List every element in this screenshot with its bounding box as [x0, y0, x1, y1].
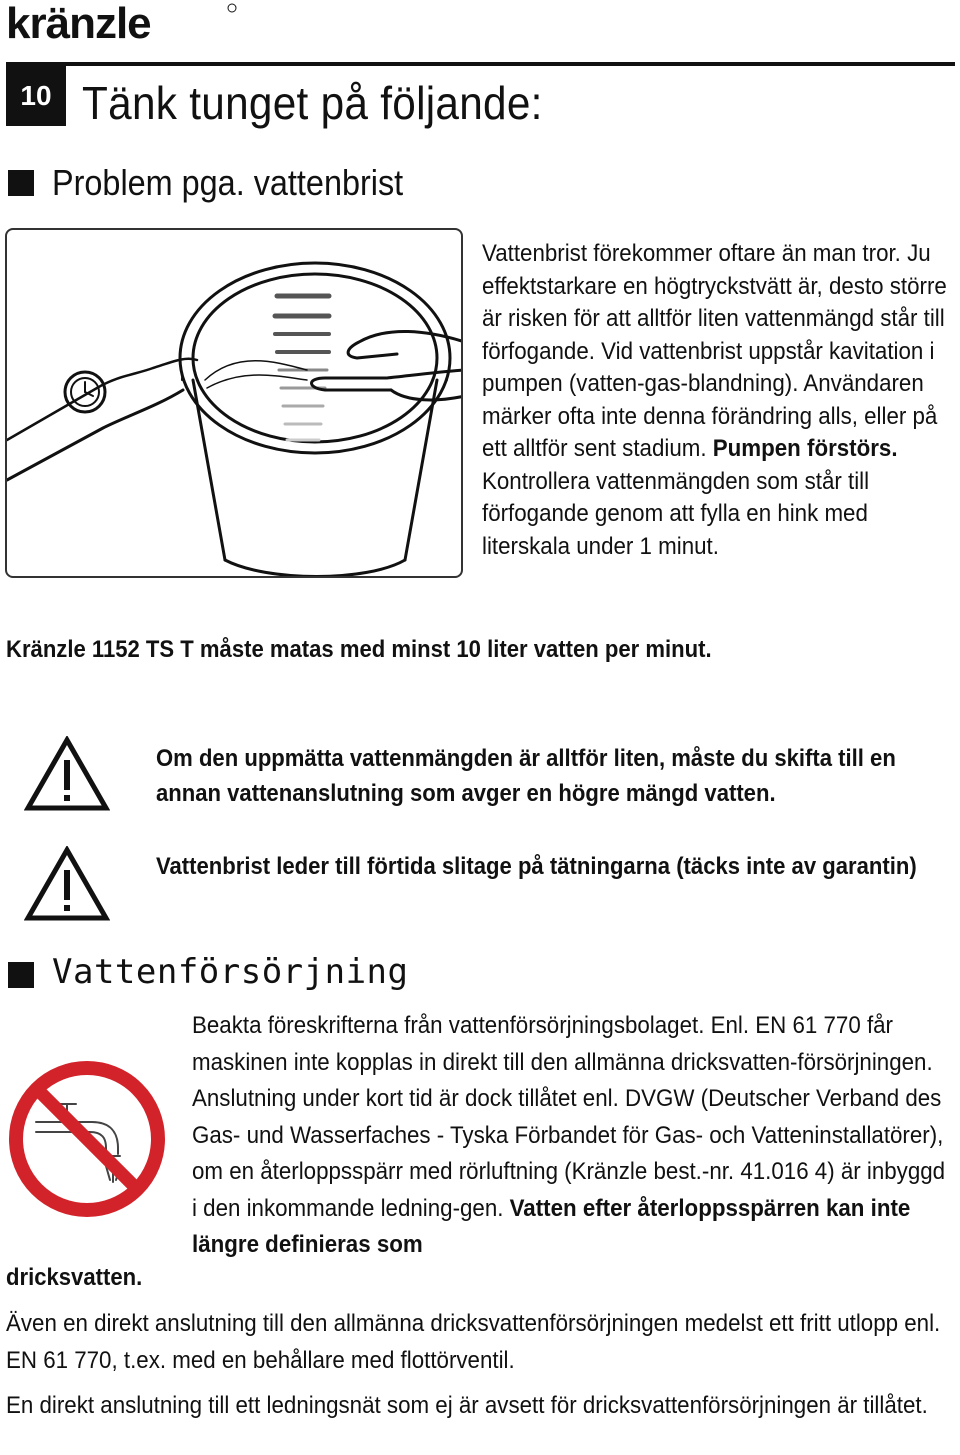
- logo-text: kränzle: [6, 2, 151, 46]
- section-square-icon: [8, 962, 34, 988]
- section-square-icon: [8, 170, 34, 196]
- chapter-title: Tänk tunget på följande:: [82, 77, 543, 129]
- bucket-measurement-illustration: [5, 228, 463, 578]
- section-title-water-supply: Vattenförsörjning: [52, 952, 409, 992]
- warning-text-seal-wear: Vattenbrist leder till förtida slitage på tätningarna (täcks inte av garantin): [156, 853, 917, 880]
- non-potable-network-paragraph: En direkt anslutning till ett ledningsnät som ej är avsett för dricksvattenförsörjningen är tillåtet.: [6, 1392, 928, 1419]
- kranzle-logo: [6, 2, 242, 46]
- backflow-bold-note-end: dricksvatten.: [6, 1264, 143, 1291]
- water-shortage-text: Vattenbrist förekommer oftare än man tror. Ju effektstarkare en högtryckstvätt är, desto större är risken för att alltför liten vattenmängd står till förfogande. Vid vattenbrist uppstår kavitation i pumpen (vatten-gas-blandning). Användaren märker ofta inte denna förändring alls, eller på ett alltför sent stadium.: [482, 240, 947, 462]
- warning-text-low-flow: Om den uppmätta vattenmängden är alltför liten, måste du skifta till en annan vattenanslutning som avger en högre mängd vatten.: [156, 745, 896, 807]
- water-shortage-paragraph: [482, 238, 953, 563]
- warning-triangle-icon: [24, 846, 110, 922]
- minimum-flow-requirement: Kränzle 1152 TS T måste matas med minst 10 liter vatten per minut.: [6, 636, 712, 663]
- header-rule: [6, 62, 955, 66]
- check-flow-instruction: Kontrollera vattenmängden som står till förfogande genom att fylla en hink med literskala under 1 minut.: [482, 467, 870, 560]
- warning-triangle-icon: [24, 736, 110, 812]
- backflow-bold-note: Vatten efter återloppsspärren kan inte längre definieras som: [192, 1194, 911, 1258]
- no-drinking-water-icon: [6, 1058, 168, 1220]
- water-supply-paragraph: [192, 1008, 950, 1264]
- water-supply-text: Beakta föreskrifterna från vattenförsörjningsbolaget. Enl. EN 61 770 får maskinen inte kopplas in direkt till den allmänna dricksvatten-försörjningen. Anslutning under kort tid är dock tillåtet enl. DVGW (Deutscher Verband des Gas- und Wasserfaches - Tyska Förbandet för Gas- och Vatteninstallatörer), om en återloppsspärr med rörluftning (Kränzle best.-nr. 41.016 4) är inbyggd i den inkommande ledning-gen.: [192, 1012, 946, 1222]
- pump-destroyed-warning: Pumpen förstörs.: [712, 435, 898, 462]
- chapter-number: 10: [6, 66, 66, 126]
- direct-connection-paragraph: Även en direkt anslutning till den allmänna dricksvattenförsörjningen medelst ett fritt utlopp enl. EN 61 770, t.ex. med en behållare med flottörventil.: [6, 1310, 941, 1374]
- section-title-water-shortage: Problem pga. vattenbrist: [52, 162, 404, 203]
